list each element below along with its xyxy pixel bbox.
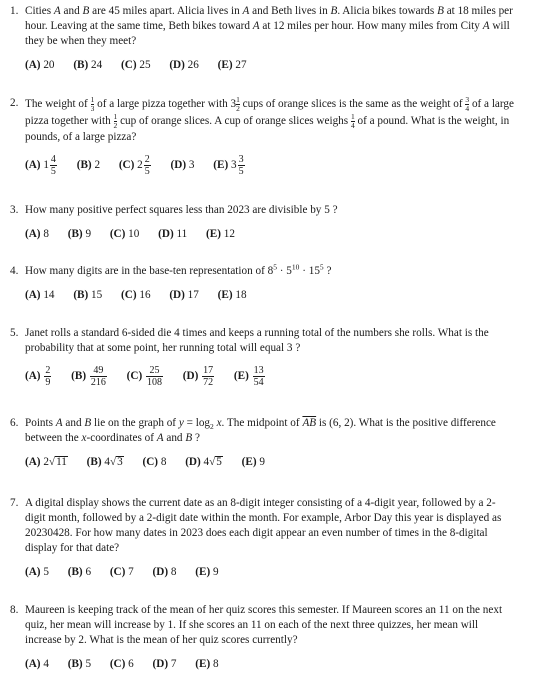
answer-choices	[10, 365, 515, 388]
choice-a[interactable]: (A) 20	[25, 59, 55, 71]
choice-e[interactable]: (E) 18	[217, 289, 247, 301]
problem-3	[10, 203, 515, 242]
answer-choices	[10, 288, 515, 303]
choice-e[interactable]: (E) $\frac{13}{54}$	[233, 365, 264, 388]
choice-c[interactable]: (C) 10	[109, 228, 140, 240]
choice-a[interactable]: (A) 4	[25, 658, 49, 670]
problem-2	[10, 96, 515, 177]
choice-c[interactable]: (C) 16	[121, 289, 151, 301]
choice-e[interactable]: (E) 8	[195, 658, 219, 670]
answer-choices	[10, 657, 515, 672]
choice-d[interactable]: (D) 7	[152, 658, 177, 670]
choice-e[interactable]: (E) 27	[217, 59, 247, 71]
choice-c[interactable]: (C) 8	[142, 456, 167, 468]
problem-number: 7.	[10, 497, 19, 509]
choice-a[interactable]: (A) 8	[25, 228, 49, 240]
choice-a[interactable]: (A) 14	[25, 289, 55, 301]
problem-4-stem: 4. How many digits are in the base-ten representation of $8^5 \cdot 5^{10} \cdot 15^5$ ?	[10, 262, 332, 277]
answer-choices	[10, 58, 515, 73]
answer-choices	[10, 565, 515, 580]
choice-b[interactable]: (B) 6	[67, 566, 92, 578]
problem-7	[10, 496, 515, 580]
choice-e[interactable]: (E) 9	[241, 456, 265, 468]
answer-choices	[10, 227, 515, 242]
choice-b[interactable]: (B) 15	[73, 289, 103, 301]
problem-8	[10, 603, 515, 672]
choice-a[interactable]: (A) 2√11	[25, 456, 67, 468]
choice-c[interactable]: (C) 2 $\frac{2}{5}$	[118, 154, 150, 177]
choice-b[interactable]: (B) 2	[76, 159, 101, 171]
choice-e[interactable]: (E) 3 $\frac{3}{5}$	[213, 154, 244, 177]
problem-7-stem: A digital display shows the current date as an 8-digit integer consisting of a 4-digit year, followed by a 2-digit month, followed by a 2-digit date within the month. For example, Arbor Day this year is displayed as 20230428. For how many dates in 2023 does each digit appear an even number of times in the 8-digital display for that date?	[25, 497, 502, 554]
problem-8-stem: Maureen is keeping track of the mean of her quiz scores this semester. If Maureen scores an 11 on the next quiz, her mean will increase by 1. If she scores an 11 on each of the next three quizzes, her mean will increase by 2. What is the mean of her quiz scores currently?	[25, 604, 503, 646]
problem-number: 3.	[10, 204, 19, 216]
choice-c[interactable]: (C) 7	[109, 566, 134, 578]
answer-choices	[10, 154, 515, 177]
problem-1	[10, 4, 515, 73]
problem-number: 2.	[10, 97, 19, 109]
choice-d[interactable]: (D) 8	[152, 566, 177, 578]
problem-number: 4.	[10, 265, 19, 277]
choice-e[interactable]: (E) 9	[195, 566, 219, 578]
problem-5	[10, 326, 515, 388]
choice-d[interactable]: (D) 4√5	[185, 456, 222, 468]
choice-b[interactable]: (B) 4√3	[86, 456, 123, 468]
choice-d[interactable]: (D) 11	[158, 228, 188, 240]
problem-3-stem: 3. How many positive perfect squares less than 2023 are divisible by 5 ?	[10, 204, 338, 216]
choice-e[interactable]: (E) 12	[206, 228, 235, 240]
problem-6-stem: 6. Points A and B lie on the graph of $y = \log_2 x$. The midpoint of $\overline{AB}$ is (6, 2). What is the positive difference between the x-coordinates of A and B ?	[10, 417, 496, 444]
problem-1-stem: 1. Cities A and B are 45 miles apart. Alicia lives in A and Beth lives in B. Alicia bikes towards B at 18 miles per hour. Leaving at the same time, Beth bikes toward A at 12 miles per hour. How many miles from City A will they be when they meet?	[10, 5, 513, 47]
choice-b[interactable]: (B) 24	[73, 59, 103, 71]
choice-b[interactable]: (B) 5	[67, 658, 92, 670]
choice-a[interactable]: (A) $\frac{2}{9}$	[25, 365, 51, 388]
problem-6	[10, 416, 515, 470]
choice-b[interactable]: (B) $\frac{49}{216}$	[71, 365, 106, 388]
choice-a[interactable]: (A) 5	[25, 566, 49, 578]
problem-4	[10, 264, 515, 303]
choice-a[interactable]: (A) 1 $\frac{4}{5}$	[25, 154, 56, 177]
choice-d[interactable]: (D) $\frac{17}{72}$	[182, 365, 214, 388]
choice-d[interactable]: (D) 17	[169, 289, 199, 301]
problem-number: 8.	[10, 604, 19, 616]
problem-number: 5.	[10, 327, 19, 339]
choice-c[interactable]: (C) 25	[121, 59, 151, 71]
choice-c[interactable]: (C) $\frac{25}{108}$	[126, 365, 162, 388]
problem-2-stem: 2. The weight of $\frac{1}{3}$ of a large pizza together with 3 $\frac{1}{2}$ cups of orange slices is the same as the weight of $\frac{3}{4}$ of a large pizza together with $\frac{1}{2}$ cup of orange slices. A cup of orange slices weighs $\frac{1}{4}$ of a pound. What is the weight, in pounds, of a large pizza?	[10, 95, 514, 143]
problem-number: 1.	[10, 5, 19, 17]
answer-choices	[10, 455, 515, 470]
choice-d[interactable]: (D) 3	[170, 159, 195, 171]
problem-number: 6.	[10, 417, 19, 429]
choice-b[interactable]: (B) 9	[67, 228, 92, 240]
choice-c[interactable]: (C) 6	[109, 658, 134, 670]
choice-d[interactable]: (D) 26	[169, 59, 199, 71]
problem-5-stem: 5. Janet rolls a standard 6-sided die 4 times and keeps a running total of the numbers she rolls. What is the probability that at some point, her running total will equal 3 ?	[10, 327, 489, 354]
